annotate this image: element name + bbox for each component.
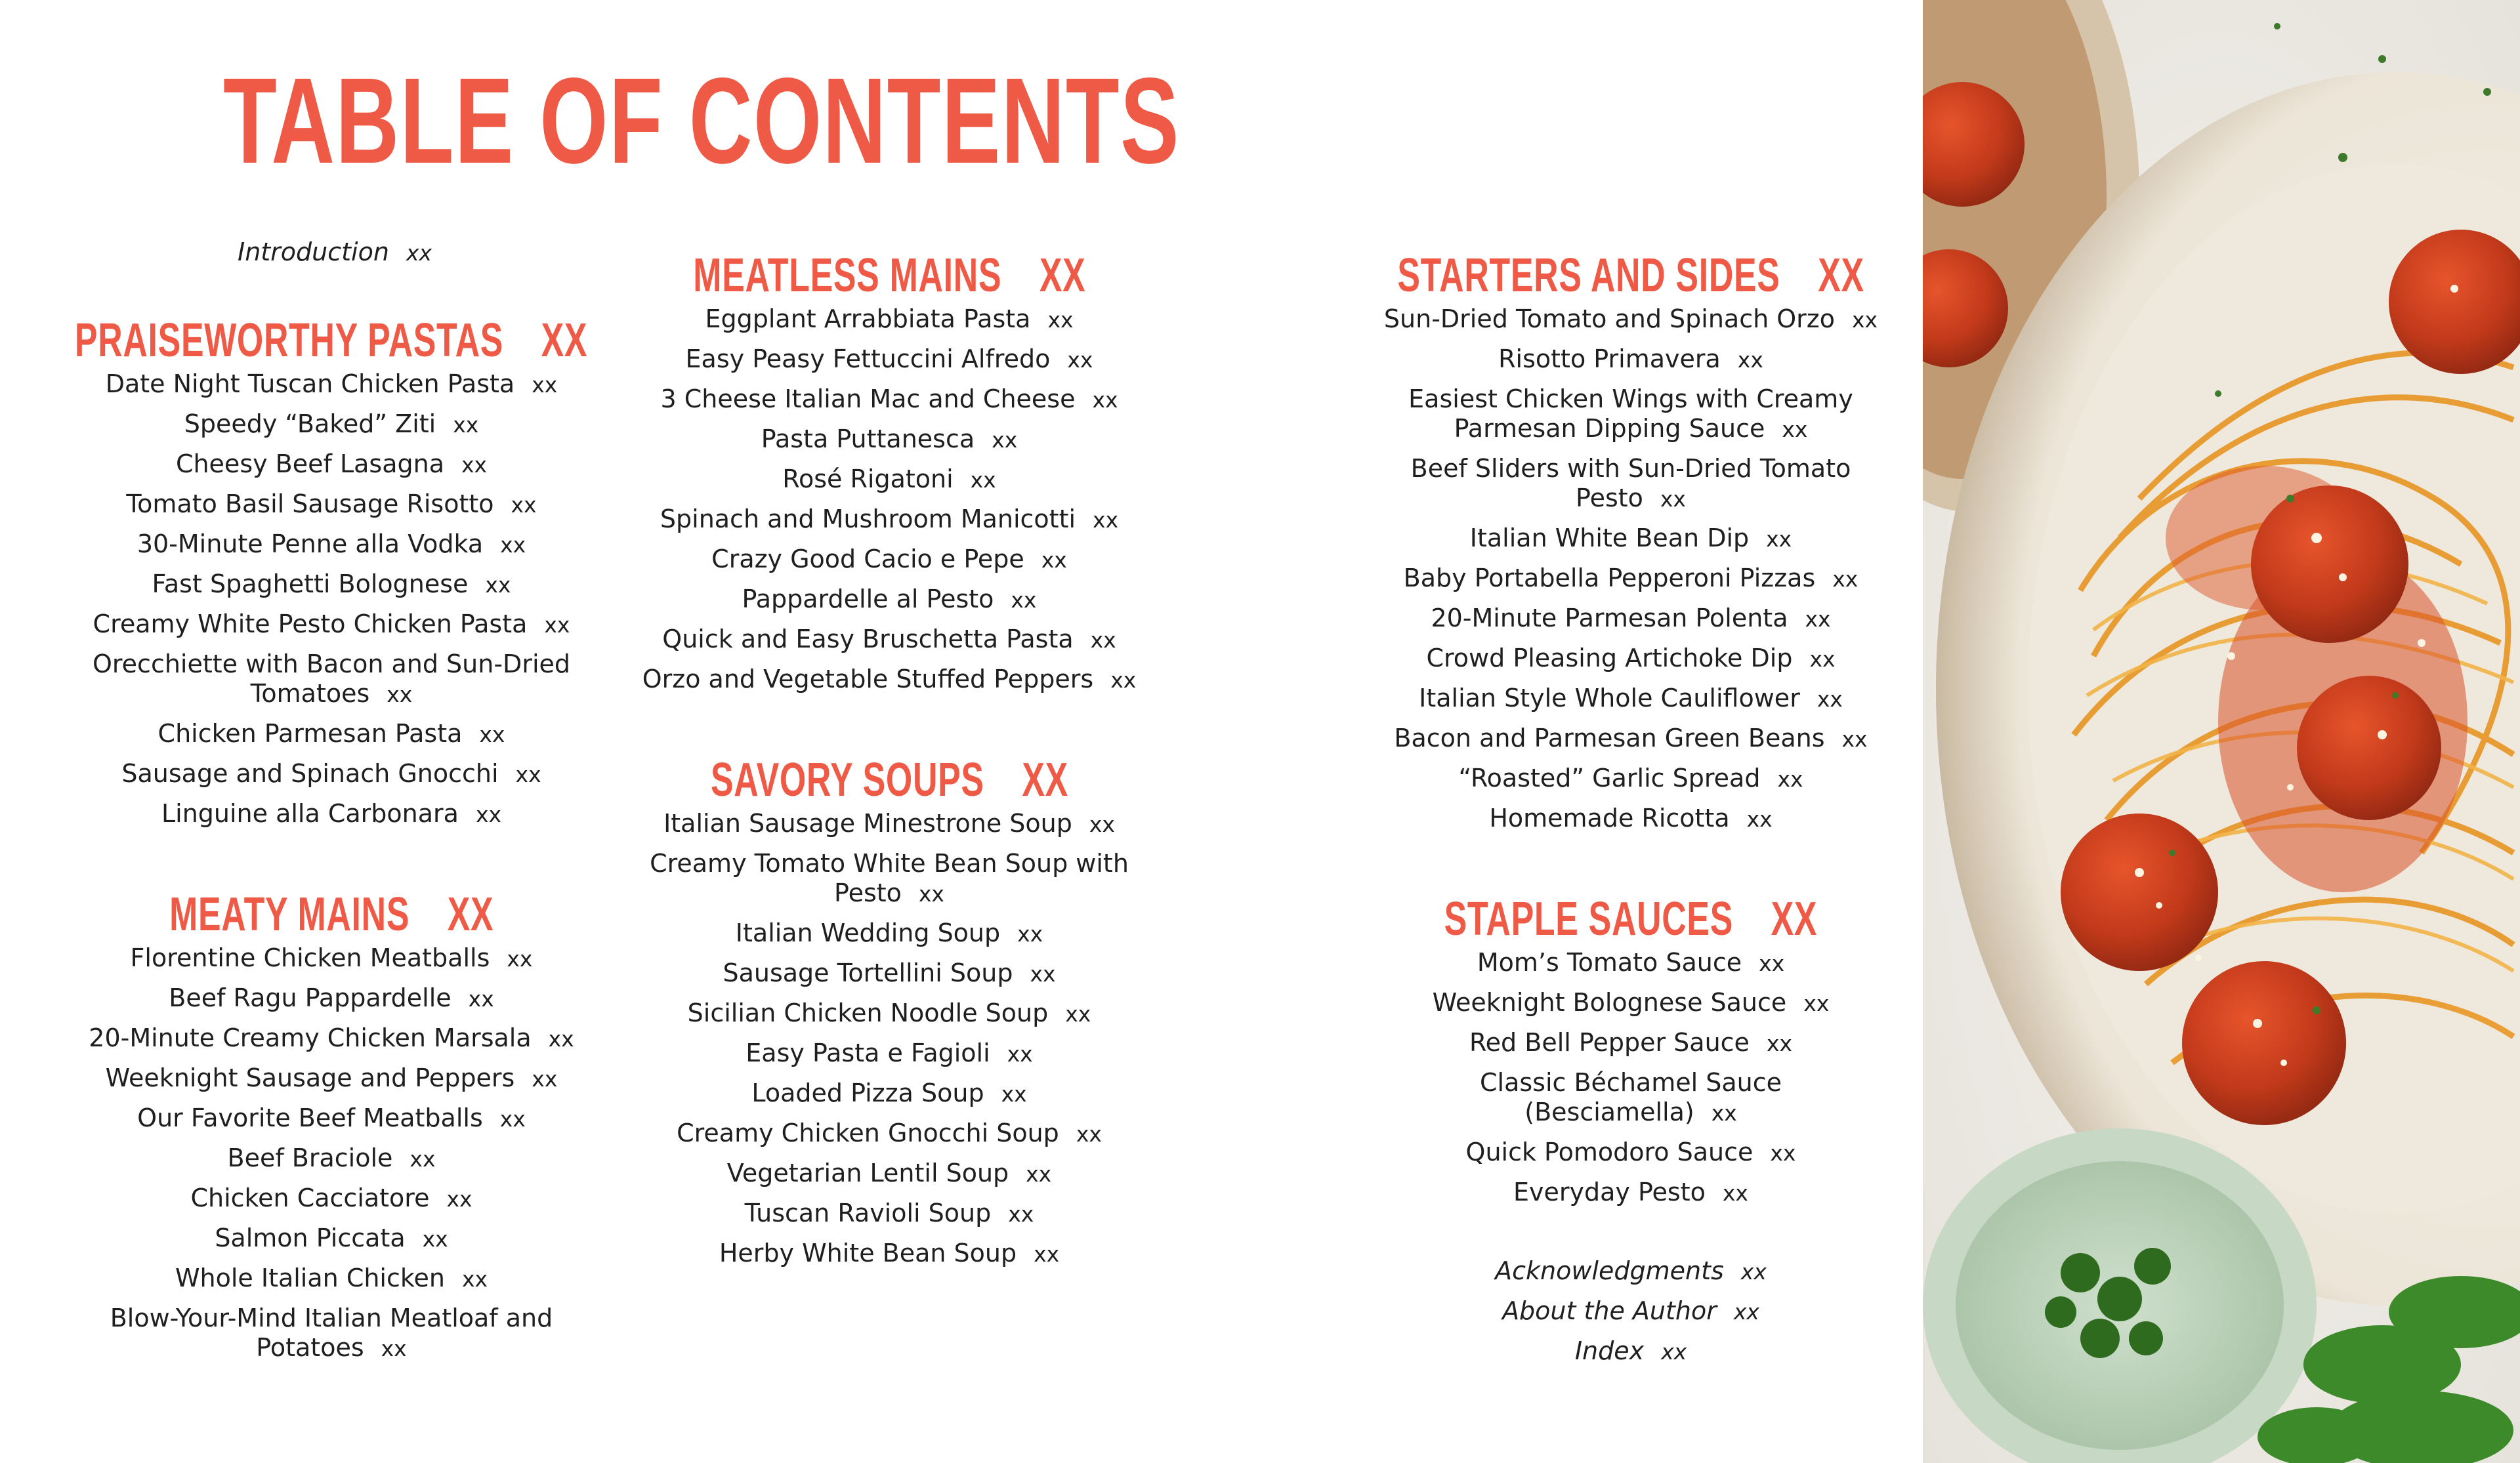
entry-label: Red Bell Pepper Sauce: [1469, 1028, 1750, 1057]
toc-column-middle: [630, 234, 1148, 1312]
entry-page: xx: [1090, 627, 1116, 653]
toc-entry: [1365, 1178, 1897, 1208]
entry-label: Sun-Dried Tomato and Spinach Orzo: [1383, 304, 1836, 333]
toc-entry: [59, 1264, 604, 1294]
entry-label: Italian Sausage Minestrone Soup: [663, 809, 1072, 838]
entry-page: xx: [1110, 667, 1137, 693]
section-page-number: XX: [1021, 754, 1068, 806]
toc-entry: [630, 505, 1148, 535]
entry-label: Salmon Piccata: [215, 1224, 406, 1252]
entry-label: Linguine alla Carbonara: [161, 799, 459, 828]
toc-entry: [630, 849, 1148, 909]
entry-page: xx: [532, 1066, 558, 1092]
entry-page: xx: [1852, 307, 1878, 333]
toc-entry: [59, 1144, 604, 1174]
toc-entry: [59, 569, 604, 600]
entry-page: xx: [500, 532, 526, 558]
toc-entry: [1365, 1138, 1897, 1168]
toc-entry: [630, 545, 1148, 575]
entry-page: xx: [461, 452, 488, 478]
entry-label: Beef Braciole: [227, 1144, 393, 1172]
entry-label: Weeknight Sausage and Peppers: [105, 1063, 515, 1092]
section-heading: [59, 873, 604, 941]
toc-entry: [1365, 948, 1897, 978]
toc-entry: [59, 1103, 604, 1134]
toc-entry: [630, 999, 1148, 1029]
entry-label: Cheesy Beef Lasagna: [175, 449, 444, 478]
section-heading: [1365, 877, 1897, 943]
section-title: PRAISEWORTHY PASTAS: [75, 314, 504, 367]
entry-label: Creamy White Pesto Chicken Pasta: [93, 609, 528, 638]
toc-entry: [59, 489, 604, 520]
entry-page: xx: [970, 467, 996, 493]
section-title: STARTERS AND SIDES: [1397, 249, 1780, 302]
entry-label: Tomato Basil Sausage Risotto: [126, 489, 494, 518]
entry-label: Loaded Pizza Soup: [751, 1079, 984, 1107]
entry-label: Weeknight Bolognese Sauce: [1432, 988, 1787, 1017]
entry-page: xx: [1759, 951, 1785, 976]
section-page-number: XX: [447, 888, 494, 941]
entry-page: xx: [1770, 1140, 1796, 1166]
entry-label: Speedy “Baked” Ziti: [184, 409, 436, 438]
entry-page: xx: [1065, 1001, 1091, 1027]
toc-entry: [1365, 764, 1897, 794]
entry-label: Our Favorite Beef Meatballs: [137, 1103, 483, 1132]
entry-label: Easy Pasta e Fagioli: [746, 1039, 990, 1067]
entry-page: xx: [1034, 1241, 1060, 1267]
list-item: [1365, 1256, 1897, 1287]
toc-entry: [59, 1184, 604, 1214]
entry-page: xx: [515, 762, 541, 787]
entry-label: Italian White Bean Dip: [1469, 524, 1750, 552]
toc-entry: [59, 1224, 604, 1254]
entry-label: Eggplant Arrabbiata Pasta: [705, 304, 1031, 333]
toc-entry: [630, 344, 1148, 375]
entry-label: Orzo and Vegetable Stuffed Peppers: [642, 665, 1094, 693]
section-page-number: XX: [1039, 249, 1086, 302]
entry-label: 30-Minute Penne alla Vodka: [136, 529, 484, 558]
entry-page: xx: [1076, 1121, 1102, 1147]
entry-label: Chicken Cacciatore: [190, 1184, 430, 1212]
entry-page: xx: [1746, 806, 1773, 832]
toc-entry: [630, 424, 1148, 455]
section-title: STAPLE SAUCES: [1444, 893, 1734, 945]
entry-page: xx: [1737, 347, 1763, 373]
toc-entry: [1365, 1068, 1897, 1128]
entry-label: Risotto Primavera: [1498, 344, 1721, 373]
entry-label: Spinach and Mushroom Manicotti: [660, 505, 1076, 533]
toc-entry: [1365, 604, 1897, 634]
entry-page: xx: [544, 612, 570, 638]
toc-entry: [630, 464, 1148, 495]
entry-page: xx: [1011, 587, 1037, 613]
entry-page: xx: [1832, 566, 1858, 592]
entry-page: xx: [462, 1266, 488, 1292]
entry-label: Sausage and Spinach Gnocchi: [121, 759, 499, 788]
entry-label: Vegetarian Lentil Soup: [726, 1159, 1009, 1187]
toc-entry: [630, 918, 1148, 949]
toc-entry: [1365, 524, 1897, 554]
entry-page: xx: [485, 572, 511, 598]
toc-entry: [1365, 684, 1897, 714]
section-title: MEATLESS MAINS: [692, 249, 1001, 302]
entry-label: Creamy Chicken Gnocchi Soup: [677, 1119, 1059, 1147]
entry-page: xx: [1841, 726, 1868, 752]
entry-page: xx: [992, 427, 1018, 453]
list-item: [1365, 1336, 1897, 1367]
toc-section: [1365, 877, 1897, 1208]
toc-entry: [630, 585, 1148, 615]
toc-entry: [630, 1159, 1148, 1189]
toc-entry: [59, 799, 604, 829]
entry-page: xx: [1740, 1259, 1767, 1285]
toc-column-right: [1365, 234, 1897, 1251]
toc-entry: [630, 1119, 1148, 1149]
entry-page: xx: [475, 802, 502, 827]
section-heading-text: [692, 249, 1086, 302]
entry-label: Tuscan Ravioli Soup: [744, 1199, 992, 1227]
entry-page: xx: [468, 986, 494, 1012]
toc-entry: [59, 649, 604, 709]
entry-page: xx: [453, 412, 479, 438]
entry-page: xx: [511, 492, 537, 518]
toc-section: [1365, 234, 1897, 834]
entry-page: xx: [1782, 417, 1808, 442]
section-heading-text: [169, 888, 494, 941]
entry-page: xx: [1711, 1100, 1737, 1126]
entry-page: xx: [479, 722, 505, 747]
entry-page: xx: [1722, 1180, 1748, 1206]
spaghetti-meatballs-image: [1923, 0, 2520, 1463]
toc-entry: [59, 759, 604, 789]
toc-entry: [630, 304, 1148, 335]
toc-entry: [1365, 724, 1897, 754]
toc-entry: [1365, 454, 1897, 514]
toc-section: [630, 738, 1148, 1269]
section-heading-text: [1397, 249, 1864, 302]
entry-page: xx: [410, 1146, 436, 1172]
toc-entry: [1365, 564, 1897, 594]
entry-page: xx: [446, 1186, 472, 1212]
entry-page: xx: [1093, 507, 1119, 533]
entry-label: Acknowledgments: [1495, 1256, 1724, 1285]
toc-section: [630, 234, 1148, 695]
entry-label: Beef Ragu Pappardelle: [169, 983, 452, 1012]
entry-label: “Roasted” Garlic Spread: [1458, 764, 1761, 793]
entry-label: Blow-Your-Mind Italian Meatloaf and Potatoes: [110, 1304, 553, 1362]
entry-page: xx: [422, 1226, 448, 1252]
section-title: MEATY MAINS: [169, 888, 410, 941]
entry-page: xx: [1766, 526, 1792, 552]
entry-page: xx: [1089, 812, 1115, 837]
entry-page: xx: [1047, 307, 1074, 333]
toc-section: [59, 873, 604, 1363]
entry-label: Herby White Bean Soup: [719, 1239, 1017, 1267]
entry-label: Crowd Pleasing Artichoke Dip: [1426, 644, 1793, 672]
toc-entry: [630, 384, 1148, 415]
section-heading: [59, 299, 604, 367]
entry-label: About the Author: [1502, 1296, 1717, 1325]
toc-entry: [59, 1063, 604, 1094]
toc-entry: [59, 609, 604, 640]
entry-page: xx: [381, 1336, 407, 1361]
entry-page: xx: [1766, 1031, 1792, 1056]
entry-label: Sicilian Chicken Noodle Soup: [687, 999, 1049, 1027]
toc-section: [59, 299, 604, 829]
toc-entry: [1365, 344, 1897, 375]
toc-entry: [1365, 644, 1897, 674]
entry-page: xx: [1805, 606, 1831, 632]
toc-entry: [630, 1199, 1148, 1229]
toc-entry: [59, 409, 604, 440]
entry-page: xx: [548, 1026, 574, 1052]
entry-label: Baby Portabella Pepperoni Pizzas: [1403, 564, 1816, 592]
entry-label: Mom’s Tomato Sauce: [1477, 948, 1742, 977]
section-heading-text: [1444, 893, 1818, 945]
section-heading: [630, 234, 1148, 302]
entry-label: Italian Style Whole Cauliflower: [1419, 684, 1800, 712]
entry-label: Date Night Tuscan Chicken Pasta: [105, 369, 515, 398]
entry-page: xx: [1809, 646, 1836, 672]
entry-label: Whole Italian Chicken: [175, 1264, 445, 1292]
toc-entry: [1365, 804, 1897, 834]
toc-entry: [630, 665, 1148, 695]
entry-label: Bacon and Parmesan Green Beans: [1394, 724, 1825, 752]
entry-label: Index: [1574, 1336, 1645, 1365]
toc-entry: [59, 1304, 604, 1363]
toc-entry: [1365, 988, 1897, 1018]
toc-entry: [59, 369, 604, 400]
entry-page: xx: [1816, 686, 1843, 712]
entry-label: Crazy Good Cacio e Pepe: [711, 545, 1024, 573]
entry-page: xx: [1661, 1339, 1687, 1365]
entry-page: xx: [1733, 1299, 1759, 1325]
food-photo: [1923, 0, 2520, 1463]
toc-entry: [630, 809, 1148, 839]
entry-page: xx: [918, 881, 944, 907]
entry-label: Chicken Parmesan Pasta: [158, 719, 463, 748]
toc-column-left: [59, 299, 604, 1407]
entry-page: xx: [1007, 1041, 1033, 1067]
list-item: [1365, 1296, 1897, 1327]
toc-entry: [630, 958, 1148, 989]
entry-label: Easy Peasy Fettuccini Alfredo: [685, 344, 1051, 373]
entry-label: Beef Sliders with Sun-Dried Tomato Pesto: [1410, 454, 1851, 512]
section-page-number: XX: [1818, 249, 1864, 302]
entry-label: Quick Pomodoro Sauce: [1465, 1138, 1754, 1166]
entry-page: xx: [532, 372, 558, 398]
section-page-number: XX: [1771, 893, 1818, 945]
entry-label: 20-Minute Creamy Chicken Marsala: [89, 1023, 532, 1052]
section-heading: [1365, 234, 1897, 302]
toc-entry: [59, 529, 604, 560]
entry-page: xx: [1777, 766, 1803, 792]
toc-entry: [59, 1023, 604, 1054]
toc-entry: [59, 719, 604, 749]
entry-label: Rosé Rigatoni: [782, 464, 954, 493]
entry-page: xx: [499, 1106, 526, 1132]
entry-label: Orecchiette with Bacon and Sun-Dried Tomatoes: [92, 649, 570, 708]
back-matter-list: [1365, 1256, 1897, 1376]
entry-page: xx: [1067, 347, 1093, 373]
toc-entry: [630, 1039, 1148, 1069]
entry-label: Florentine Chicken Meatballs: [130, 943, 490, 972]
entry-label: Introduction: [237, 237, 389, 266]
entry-page: xx: [1803, 991, 1830, 1016]
entry-label: Italian Wedding Soup: [735, 918, 1001, 947]
entry-page: xx: [1001, 1081, 1027, 1107]
section-title: SAVORY SOUPS: [710, 754, 984, 806]
toc-entry: [630, 1079, 1148, 1109]
entry-page: xx: [1660, 486, 1686, 512]
toc-entry: [630, 1239, 1148, 1269]
entry-label: Everyday Pesto: [1513, 1178, 1706, 1206]
entry-label: 3 Cheese Italian Mac and Cheese: [660, 384, 1076, 413]
entry-label: Creamy Tomato White Bean Soup with Pesto: [650, 849, 1129, 907]
entry-page: xx: [387, 682, 413, 707]
entry-label: Quick and Easy Bruschetta Pasta: [662, 625, 1074, 653]
section-heading: [630, 738, 1148, 804]
entry-page: xx: [1092, 387, 1118, 413]
entry-page: xx: [1026, 1161, 1052, 1187]
entry-label: Pasta Puttanesca: [761, 424, 975, 453]
toc-entry: [59, 983, 604, 1014]
section-page-number: XX: [541, 314, 588, 367]
entry-label: Easiest Chicken Wings with Creamy Parmesan Dipping Sauce: [1408, 384, 1853, 443]
introduction-entry: [79, 237, 591, 278]
entry-label: Classic Béchamel Sauce (Besciamella): [1479, 1068, 1782, 1126]
toc-entry: [1365, 1028, 1897, 1058]
section-heading-text: [711, 756, 1068, 804]
section-heading-text: [75, 314, 588, 367]
toc-entry: [59, 449, 604, 480]
entry-page: xx: [1030, 961, 1056, 987]
toc-entry: [1365, 304, 1897, 335]
entry-label: 20-Minute Parmesan Polenta: [1431, 604, 1788, 632]
toc-entry: [630, 625, 1148, 655]
entry-page: xx: [406, 240, 432, 266]
entry-page: xx: [507, 946, 533, 972]
entry-label: Pappardelle al Pesto: [742, 585, 994, 613]
entry-label: Homemade Ricotta: [1489, 804, 1730, 833]
entry-page: xx: [1017, 921, 1043, 947]
entry-label: Sausage Tortellini Soup: [723, 958, 1013, 987]
page-title: TABLE OF CONTENTS: [223, 53, 1180, 189]
entry-label: Fast Spaghetti Bolognese: [152, 569, 469, 598]
entry-page: xx: [1041, 547, 1067, 573]
toc-entry: [59, 943, 604, 974]
toc-entry: [1365, 384, 1897, 444]
entry-page: xx: [1008, 1201, 1034, 1227]
